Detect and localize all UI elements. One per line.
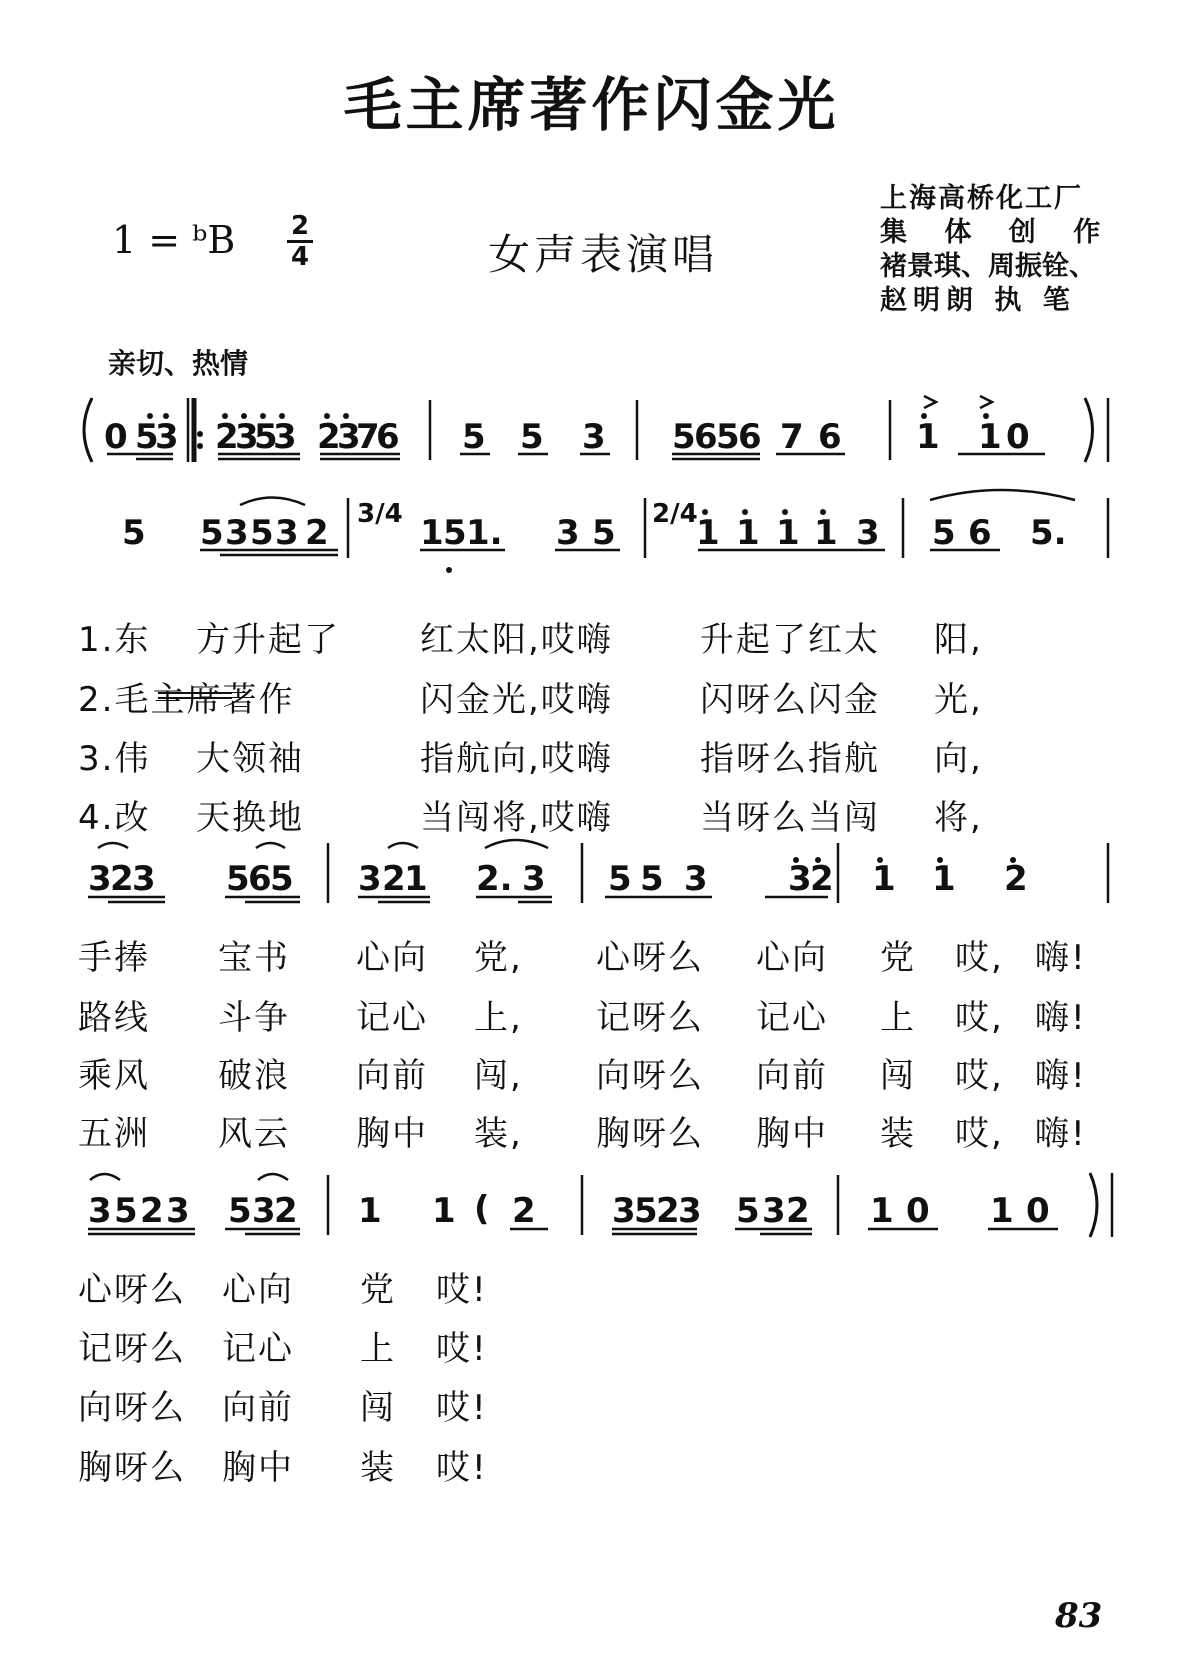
lyric-syllable: 心呀么 — [78, 1270, 186, 1310]
note: 6 — [968, 513, 992, 553]
lyric-syllable: 嗨! — [1035, 998, 1087, 1038]
lyric-syllable: 装, — [474, 1114, 523, 1154]
lyric-syllable: 闯 — [360, 1388, 396, 1428]
note: 5 — [228, 1191, 252, 1231]
note: 1 — [358, 1191, 382, 1231]
lyric-syllable: 记心 — [356, 998, 428, 1038]
credit-line: 赵明朗 执 笔 — [880, 285, 1076, 316]
note: 3 — [358, 859, 382, 899]
lyric-syllable: 向呀么 — [78, 1388, 186, 1428]
note: 6 — [376, 417, 400, 457]
lyric-syllable: 嗨! — [1035, 1056, 1087, 1096]
note: 5 — [640, 859, 664, 899]
lyric-syllable: 胸呀么 — [78, 1448, 186, 1488]
lyric-syllable: 大领袖 — [196, 739, 304, 779]
lyric-syllable: 胸中 — [356, 1114, 428, 1154]
lyric-syllable: 上 — [880, 998, 916, 1038]
lyric-syllable: 向前 — [356, 1056, 428, 1096]
lyric-syllable: 向, — [934, 739, 983, 779]
lyric-syllable: 哎, — [955, 998, 1004, 1038]
lyric-syllable: 宝书 — [218, 938, 290, 978]
slur — [256, 843, 285, 848]
note: 5 — [716, 417, 740, 457]
lyric-syllable: 五洲 — [78, 1114, 150, 1154]
note: 2 — [110, 859, 134, 899]
bracket-close — [1090, 1173, 1097, 1237]
lyric-syllable: 向呀么 — [596, 1056, 704, 1096]
note: 1 — [990, 1191, 1014, 1231]
note: 5 — [114, 1191, 138, 1231]
note: 5. — [1030, 513, 1067, 553]
note: 1 — [814, 513, 838, 553]
note: 1 — [872, 859, 896, 899]
note: 5 — [270, 859, 294, 899]
note: 5 — [592, 513, 616, 553]
note: 0 — [104, 417, 128, 457]
note: 1 — [696, 513, 720, 553]
lyric-syllable: 心向 — [756, 938, 828, 978]
time-signature-bottom: 4 — [290, 242, 310, 272]
lyric-syllable: 3.伟 — [78, 739, 151, 779]
note: 2 — [305, 513, 329, 553]
note: 1 — [432, 1191, 456, 1231]
lyric-syllable: 哎, — [955, 938, 1004, 978]
note: 5 — [443, 513, 467, 553]
lyric-syllable: 天换地 — [196, 798, 304, 838]
lyric-syllable: 胸中 — [756, 1114, 828, 1154]
lyric-syllable: 嗨! — [1035, 938, 1087, 978]
note: 5 — [462, 417, 486, 457]
lyric-syllable: 2.毛主席著作 — [78, 680, 295, 720]
bracket-open — [84, 398, 92, 462]
note: 3 — [225, 513, 249, 553]
note: 5 — [736, 1191, 760, 1231]
note: 5 — [122, 513, 146, 553]
note: 2 — [656, 1191, 680, 1231]
lyric-syllable: 装 — [360, 1448, 396, 1488]
lyric-syllable: 党 — [880, 938, 916, 978]
page-number: 83 — [1055, 1596, 1103, 1636]
note: 3 — [856, 513, 880, 553]
lyric-syllable: 哎, — [955, 1114, 1004, 1154]
note: 1 — [420, 513, 444, 553]
note: 1 — [916, 417, 940, 457]
note: 3 — [788, 859, 812, 899]
lyric-syllable: 记心 — [222, 1329, 294, 1369]
lyric-syllable: 手捧 — [78, 938, 150, 978]
note: 2 — [317, 417, 341, 457]
note: 3 — [612, 1191, 636, 1231]
note: 3 — [337, 417, 361, 457]
lyric-syllable: 哎! — [436, 1388, 488, 1428]
lyric-syllable: 斗争 — [218, 998, 290, 1038]
note: 0 — [1026, 1191, 1050, 1231]
lyric-syllable: 上, — [474, 998, 523, 1038]
lyric-syllable: 记呀么 — [78, 1329, 186, 1369]
lyric-syllable: 闯, — [474, 1056, 523, 1096]
lyric-syllable: 1.东 — [78, 620, 151, 660]
note: 1 — [978, 417, 1002, 457]
lyric-syllable: 心向 — [356, 938, 428, 978]
lyric-syllable: 哎! — [436, 1270, 488, 1310]
note: 1. — [466, 513, 503, 553]
key-signature: 1 = ᵇB — [112, 218, 236, 262]
accent — [924, 396, 936, 408]
note: 3 — [582, 417, 606, 457]
credit-line: 集 体 创 作 — [880, 217, 1115, 248]
note: 3 — [155, 417, 179, 457]
note: 5 — [135, 417, 159, 457]
lyric-syllable: 心向 — [222, 1270, 294, 1310]
accent — [980, 396, 992, 408]
note: 1 — [932, 859, 956, 899]
note: 3 — [273, 417, 297, 457]
note: 7 — [780, 417, 804, 457]
lyric-syllable: 哎! — [436, 1329, 488, 1369]
lyric-syllable: 哎, — [955, 1056, 1004, 1096]
lyric-syllable: 向前 — [222, 1388, 294, 1428]
lyric-syllable: 党 — [360, 1270, 396, 1310]
note: 1 — [870, 1191, 894, 1231]
bracket-close — [1085, 398, 1093, 462]
lyric-syllable: 红太阳,哎嗨 — [420, 620, 613, 660]
note: 3 — [166, 1191, 190, 1231]
note: 3 — [678, 1191, 702, 1231]
lyric-syllable: 胸中 — [222, 1448, 294, 1488]
lyric-syllable: 闯 — [880, 1056, 916, 1096]
note: 6 — [738, 417, 762, 457]
lyric-syllable: 哎! — [436, 1448, 488, 1488]
note: 2 — [512, 1191, 536, 1231]
lyric-syllable: 路线 — [78, 998, 150, 1038]
lyric-syllable: 乘风 — [78, 1056, 150, 1096]
lyric-syllable: 嗨! — [1035, 1114, 1087, 1154]
slur — [258, 1174, 288, 1180]
lyric-syllable: 指航向,哎嗨 — [420, 739, 613, 779]
time-change: 2/4 — [652, 499, 698, 529]
note: 3 — [235, 417, 259, 457]
time-change: 3/4 — [357, 499, 403, 529]
lyric-syllable: 记心 — [756, 998, 828, 1038]
lyric-syllable: 心呀么 — [596, 938, 704, 978]
note: 0 — [906, 1191, 930, 1231]
tempo-marking: 亲切、热情 — [108, 347, 249, 380]
lyric-syllable: 闪金光,哎嗨 — [420, 680, 613, 720]
note: 5 — [226, 859, 250, 899]
lyric-syllable: 方升起了 — [196, 620, 340, 660]
lyric-syllable: 指呀么指航 — [700, 739, 880, 779]
note: 5 — [250, 513, 274, 553]
note: 3 — [684, 859, 708, 899]
slur — [485, 840, 548, 848]
note: 5 — [672, 417, 696, 457]
note: 5 — [932, 513, 956, 553]
note: 3 — [556, 513, 580, 553]
note: 5 — [608, 859, 632, 899]
lyric-syllable: 装 — [880, 1114, 916, 1154]
lyric-syllable: 升起了红太 — [700, 620, 880, 660]
lyric-syllable: 将, — [934, 798, 983, 838]
slur — [930, 490, 1075, 500]
slur — [98, 843, 128, 848]
note: 3 — [762, 1191, 786, 1231]
note: 3 — [522, 859, 546, 899]
note: 1 — [404, 859, 428, 899]
lyric-syllable: 4.改 — [78, 798, 151, 838]
note: 2 — [274, 1191, 298, 1231]
lyric-syllable: 胸呀么 — [596, 1114, 704, 1154]
note: 1 — [776, 513, 800, 553]
note: 3 — [275, 513, 299, 553]
note: 5 — [200, 513, 224, 553]
lyric-syllable: 闪呀么闪金 — [700, 680, 880, 720]
note: 0 — [1006, 417, 1030, 457]
note: 6 — [248, 859, 272, 899]
note: 3 — [132, 859, 156, 899]
slur — [240, 498, 305, 506]
bracket-open: ( — [474, 1189, 490, 1229]
note: 5 — [634, 1191, 658, 1231]
lyric-syllable: 当呀么当闯 — [700, 798, 880, 838]
lyric-syllable: 上 — [360, 1329, 396, 1369]
note: 2 — [1004, 859, 1028, 899]
note: 3 — [252, 1191, 276, 1231]
time-signature-top: 2 — [290, 211, 310, 241]
note: 6 — [818, 417, 842, 457]
note: 2 — [810, 859, 834, 899]
note: 3 — [88, 1191, 112, 1231]
lyric-syllable: 光, — [934, 680, 983, 720]
credit-line: 上海高桥化工厂 — [880, 183, 1083, 214]
lyric-syllable: 党, — [474, 938, 523, 978]
note: 2 — [140, 1191, 164, 1231]
lyric-syllable: 风云 — [218, 1114, 290, 1154]
note: 2 — [215, 417, 239, 457]
note: 2 — [382, 859, 406, 899]
lyric-syllable: 阳, — [934, 620, 983, 660]
lyric-syllable: 向前 — [756, 1056, 828, 1096]
lyric-syllable: 当闯将,哎嗨 — [420, 798, 613, 838]
note: 2. — [476, 859, 513, 899]
note: 2 — [786, 1191, 810, 1231]
note: 5 — [520, 417, 544, 457]
song-title: 毛主席著作闪金光 — [343, 71, 840, 139]
note: 1 — [736, 513, 760, 553]
slur — [388, 843, 418, 848]
note: 7 — [356, 417, 380, 457]
performance-form: 女声表演唱 — [488, 230, 719, 279]
credit-line: 褚景琪、周振铨、 — [880, 251, 1096, 282]
note: 6 — [694, 417, 718, 457]
slur — [90, 1174, 120, 1180]
note: 5 — [254, 417, 278, 457]
lyric-syllable: 破浪 — [218, 1056, 290, 1096]
lyric-syllable: 记呀么 — [596, 998, 704, 1038]
note: 3 — [88, 859, 112, 899]
